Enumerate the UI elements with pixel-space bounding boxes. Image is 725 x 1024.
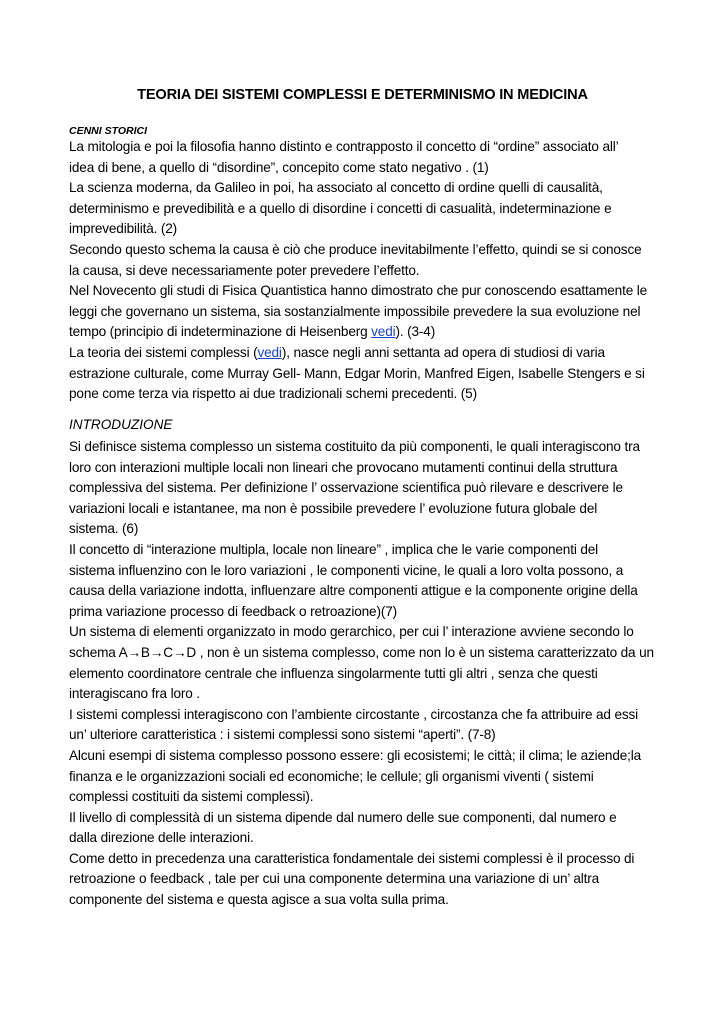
text-line: loro con interazioni multiple locali non lineari che provocano mutamenti continui della struttura xyxy=(69,459,618,475)
text-line: Come detto in precedenza una caratteristica fondamentale dei sistemi complessi è il processo di xyxy=(69,850,635,866)
section-body-introduzione xyxy=(69,437,659,911)
text-line: La mitologia e poi la filosofia hanno distinto e contrapposto il concetto di “ordine” associato all’ xyxy=(69,139,619,154)
text-line: Il livello di complessità di un sistema dipende dal numero delle sue componenti, dal numero e xyxy=(69,809,617,825)
text-line: la causa, si deve necessariamente poter prevedere l’effetto. xyxy=(69,262,420,278)
text-line: prima variazione processo di feedback o retroazione)(7) xyxy=(69,603,397,619)
document-title: TEORIA DEI SISTEMI COMPLESSI E DETERMINISMO IN MEDICINA xyxy=(137,87,588,103)
text-line: Un sistema di elementi organizzato in modo gerarchico, per cui l’ interazione avviene secondo lo xyxy=(69,624,634,640)
section-heading-introduzione: INTRODUZIONE xyxy=(69,417,173,432)
vedi-link-heisenberg[interactable]: vedi xyxy=(371,324,396,340)
text-segment: ). (3-4) xyxy=(395,324,436,340)
text-line: complessiva del sistema. Per definizione l’ osservazione scientifica può rilevare e descrivere le xyxy=(69,480,623,496)
text-line: Alcuni esempi di sistema complesso possono essere: gli ecosistemi; le città; il clima; le aziende;la xyxy=(69,747,642,763)
text-line: sistema. (6) xyxy=(69,521,139,537)
text-line: Secondo questo schema la causa è ciò che produce inevitabilmente l’effetto, quindi se si conosce xyxy=(69,241,642,257)
vedi-link-sistemi-complessi[interactable]: vedi xyxy=(257,344,282,360)
text-line: retroazione o feedback , tale per cui una componente determina una variazione di un’ altra xyxy=(69,871,600,887)
text-segment: tempo (principio di indeterminazione di Heisenberg xyxy=(69,324,372,340)
text-segment: ), nasce negli anni settanta ad opera di studiosi di varia xyxy=(281,344,605,360)
text-line: elemento coordinatore centrale che influenza singolarmente tutti gli altri , senza che questi xyxy=(69,665,598,681)
text-line: pone come terza via rispetto ai due tradizionali schemi precedenti. (5) xyxy=(69,386,477,402)
text-line: Si definisce sistema complesso un sistema costituito da più componenti, le quali interagiscono tra xyxy=(69,439,640,454)
text-line: causa della variazione indotta, influenzare altre componenti attigue e la componente origine della xyxy=(69,583,638,599)
text-line: leggi che governano un sistema, sia sostanzialmente impossibile prevedere la sua evoluzione nel xyxy=(69,303,641,319)
text-line-with-link xyxy=(69,343,659,364)
section-heading-cenni-storici: CENNI STORICI xyxy=(69,125,147,137)
text-line: determinismo e prevedibilità e a quello di disordine i concetti di casualità, indeterminazione e xyxy=(69,200,612,216)
text-line: La scienza moderna, da Galileo in poi, ha associato al concetto di ordine quelli di causalità, xyxy=(69,180,603,196)
text-line: complessi costituiti da sistemi complessi). xyxy=(69,789,314,805)
text-segment: La teoria dei sistemi complessi ( xyxy=(69,344,258,360)
text-line: componente del sistema e questa agisce a sua volta sulla prima. xyxy=(69,892,449,908)
section-body-cenni-storici xyxy=(69,137,659,405)
text-line: un’ ulteriore caratteristica : i sistemi complessi sono sistemi “aperti”. (7-8) xyxy=(69,727,496,743)
text-line: sistema influenzino con le loro variazioni , le componenti vicine, le quali a loro volta possono, a xyxy=(69,562,624,578)
text-line: estrazione culturale, come Murray Gell- Mann, Edgar Morin, Manfred Eigen, Isabelle Stengers e si xyxy=(69,365,645,381)
text-line: variazioni locali e istantanee, ma non è possibile prevedere l’ evoluzione futura globale del xyxy=(69,500,598,516)
text-line: dalla direzione delle interazioni. xyxy=(69,830,254,846)
schema-line: schema A→B→C→D , non è un sistema complesso, come non lo è un sistema caratterizzato da un xyxy=(69,644,654,660)
text-line: Nel Novecento gli studi di Fisica Quantistica hanno dimostrato che pur conoscendo esattamente le xyxy=(69,283,648,299)
text-line: finanza e le organizzazioni sociali ed economiche; le cellule; gli organismi viventi ( sistemi xyxy=(69,768,594,784)
text-line: I sistemi complessi interagiscono con l’ambiente circostante , circostanza che fa attribuire ad essi xyxy=(69,706,639,722)
text-line-with-link xyxy=(69,322,659,343)
text-line: Il concetto di “interazione multipla, locale non lineare” , implica che le varie componenti del xyxy=(69,541,599,557)
text-line: idea di bene, a quello di “disordine”, concepito come stato negativo . (1) xyxy=(69,159,489,175)
text-line: interagiscano fra loro . xyxy=(69,686,200,702)
text-line: imprevedibilità. (2) xyxy=(69,221,178,237)
